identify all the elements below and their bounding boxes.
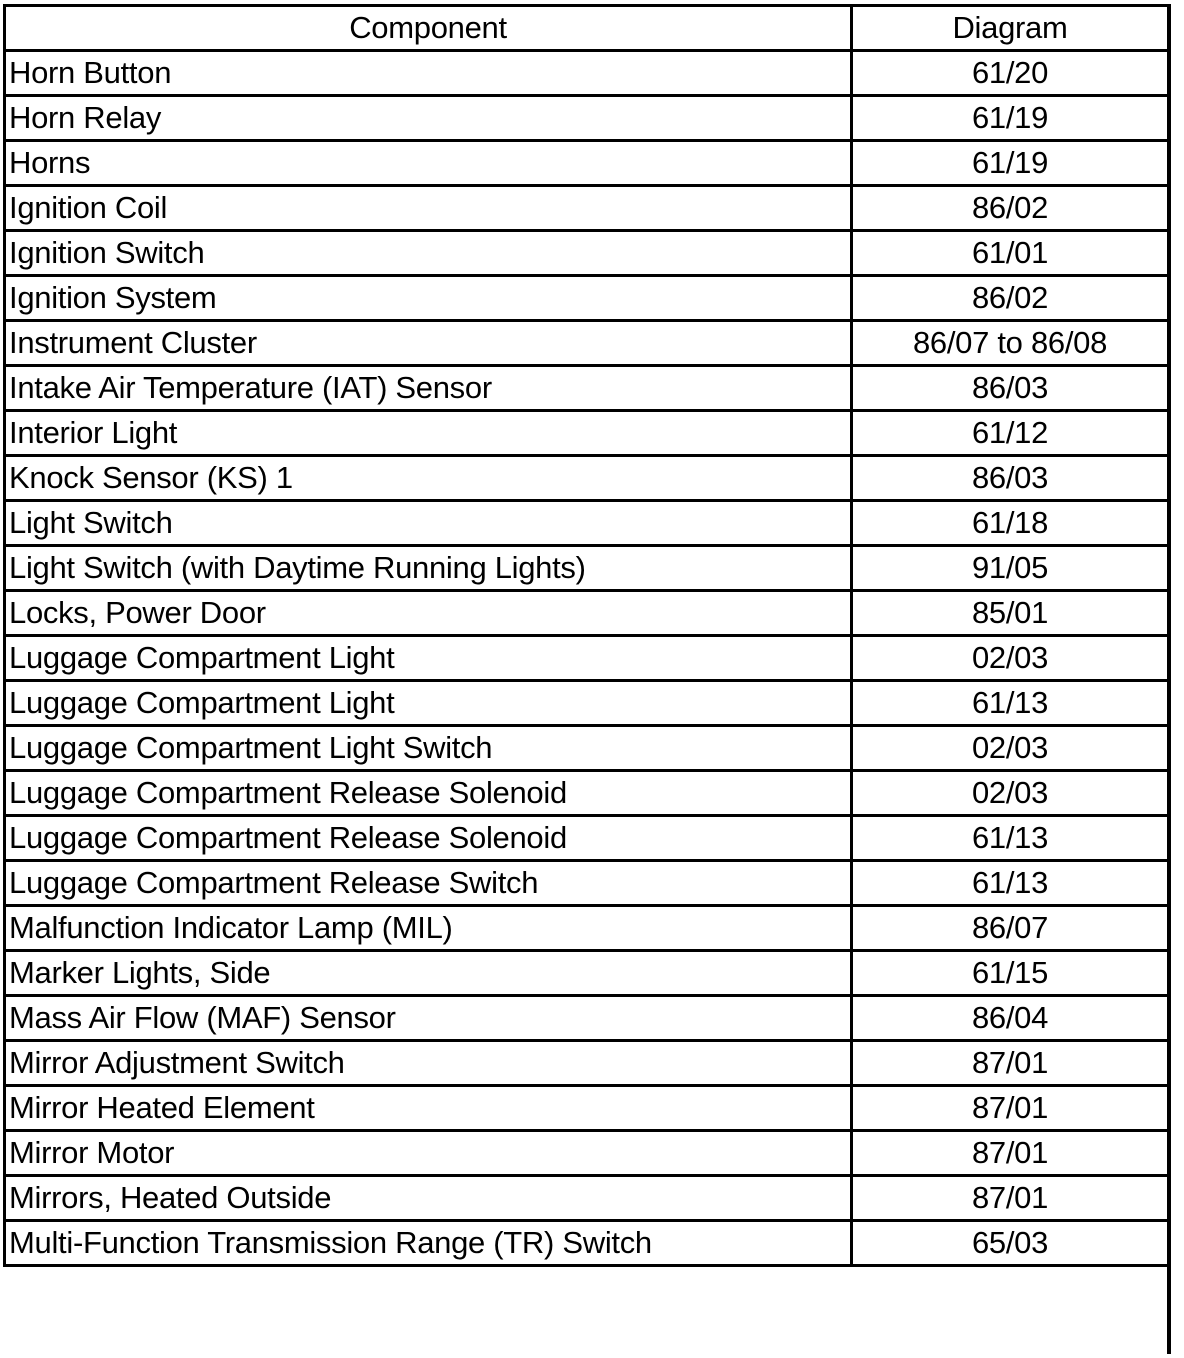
- component-diagram-table: [3, 4, 1170, 1267]
- component-cell: Horn Relay: [5, 96, 852, 141]
- table-row: [5, 1041, 1169, 1086]
- table-row: [5, 906, 1169, 951]
- diagram-cell: 85/01: [852, 591, 1169, 636]
- table-row: [5, 1221, 1169, 1266]
- table-row: [5, 1086, 1169, 1131]
- component-cell: Instrument Cluster: [5, 321, 852, 366]
- table-header: [5, 6, 1169, 51]
- component-cell: Horns: [5, 141, 852, 186]
- diagram-cell: 02/03: [852, 726, 1169, 771]
- diagram-cell: 61/13: [852, 681, 1169, 726]
- component-cell: Intake Air Temperature (IAT) Sensor: [5, 366, 852, 411]
- component-cell: Luggage Compartment Light: [5, 681, 852, 726]
- table-row: [5, 456, 1169, 501]
- header-row: [5, 6, 1169, 51]
- table-row: [5, 366, 1169, 411]
- column-header-diagram: Diagram: [852, 6, 1169, 51]
- component-cell: Ignition Switch: [5, 231, 852, 276]
- component-cell: Multi-Function Transmission Range (TR) Switch: [5, 1221, 852, 1266]
- diagram-cell: 02/03: [852, 771, 1169, 816]
- diagram-cell: 61/19: [852, 96, 1169, 141]
- diagram-cell: 86/07: [852, 906, 1169, 951]
- table-row: [5, 141, 1169, 186]
- diagram-cell: 61/01: [852, 231, 1169, 276]
- diagram-cell: 61/15: [852, 951, 1169, 996]
- component-cell: Ignition Coil: [5, 186, 852, 231]
- component-cell: Light Switch (with Daytime Running Lights): [5, 546, 852, 591]
- component-cell: Mirror Heated Element: [5, 1086, 852, 1131]
- diagram-cell: 86/03: [852, 456, 1169, 501]
- diagram-cell: 61/12: [852, 411, 1169, 456]
- table-row: [5, 591, 1169, 636]
- table-row: [5, 186, 1169, 231]
- diagram-cell: 61/13: [852, 816, 1169, 861]
- diagram-cell: 61/19: [852, 141, 1169, 186]
- component-cell: Light Switch: [5, 501, 852, 546]
- component-cell: Horn Button: [5, 51, 852, 96]
- component-cell: Luggage Compartment Light: [5, 636, 852, 681]
- diagram-cell: 86/04: [852, 996, 1169, 1041]
- diagram-cell: 86/07 to 86/08: [852, 321, 1169, 366]
- diagram-cell: 86/02: [852, 186, 1169, 231]
- component-cell: Interior Light: [5, 411, 852, 456]
- table-row: [5, 231, 1169, 276]
- component-cell: Locks, Power Door: [5, 591, 852, 636]
- table-row: [5, 771, 1169, 816]
- component-cell: Luggage Compartment Light Switch: [5, 726, 852, 771]
- diagram-cell: 86/02: [852, 276, 1169, 321]
- component-cell: Mirror Motor: [5, 1131, 852, 1176]
- table-row: [5, 681, 1169, 726]
- component-cell: Ignition System: [5, 276, 852, 321]
- component-diagram-table-container: [3, 4, 1167, 1267]
- diagram-cell: 87/01: [852, 1176, 1169, 1221]
- component-cell: Luggage Compartment Release Switch: [5, 861, 852, 906]
- table-row: [5, 951, 1169, 996]
- table-row: [5, 1176, 1169, 1221]
- table-row: [5, 996, 1169, 1041]
- component-cell: Luggage Compartment Release Solenoid: [5, 816, 852, 861]
- table-row: [5, 816, 1169, 861]
- diagram-cell: 87/01: [852, 1086, 1169, 1131]
- table-row: [5, 51, 1169, 96]
- diagram-cell: 91/05: [852, 546, 1169, 591]
- diagram-cell: 65/03: [852, 1221, 1169, 1266]
- table-row: [5, 501, 1169, 546]
- table-row: [5, 276, 1169, 321]
- diagram-cell: 61/13: [852, 861, 1169, 906]
- component-cell: Mirrors, Heated Outside: [5, 1176, 852, 1221]
- table-row: [5, 861, 1169, 906]
- diagram-cell: 86/03: [852, 366, 1169, 411]
- component-cell: Mass Air Flow (MAF) Sensor: [5, 996, 852, 1041]
- diagram-cell: 61/20: [852, 51, 1169, 96]
- column-header-component: Component: [5, 6, 852, 51]
- table-row: [5, 411, 1169, 456]
- table-row: [5, 636, 1169, 681]
- table-row: [5, 321, 1169, 366]
- table-row: [5, 1131, 1169, 1176]
- table-row: [5, 726, 1169, 771]
- table-right-edge-shadow: [1167, 4, 1171, 1354]
- diagram-cell: 87/01: [852, 1131, 1169, 1176]
- table-row: [5, 96, 1169, 141]
- diagram-cell: 02/03: [852, 636, 1169, 681]
- component-cell: Marker Lights, Side: [5, 951, 852, 996]
- diagram-cell: 61/18: [852, 501, 1169, 546]
- component-cell: Malfunction Indicator Lamp (MIL): [5, 906, 852, 951]
- component-cell: Luggage Compartment Release Solenoid: [5, 771, 852, 816]
- diagram-cell: 87/01: [852, 1041, 1169, 1086]
- component-cell: Mirror Adjustment Switch: [5, 1041, 852, 1086]
- component-cell: Knock Sensor (KS) 1: [5, 456, 852, 501]
- table-row: [5, 546, 1169, 591]
- table-body: [5, 51, 1169, 1266]
